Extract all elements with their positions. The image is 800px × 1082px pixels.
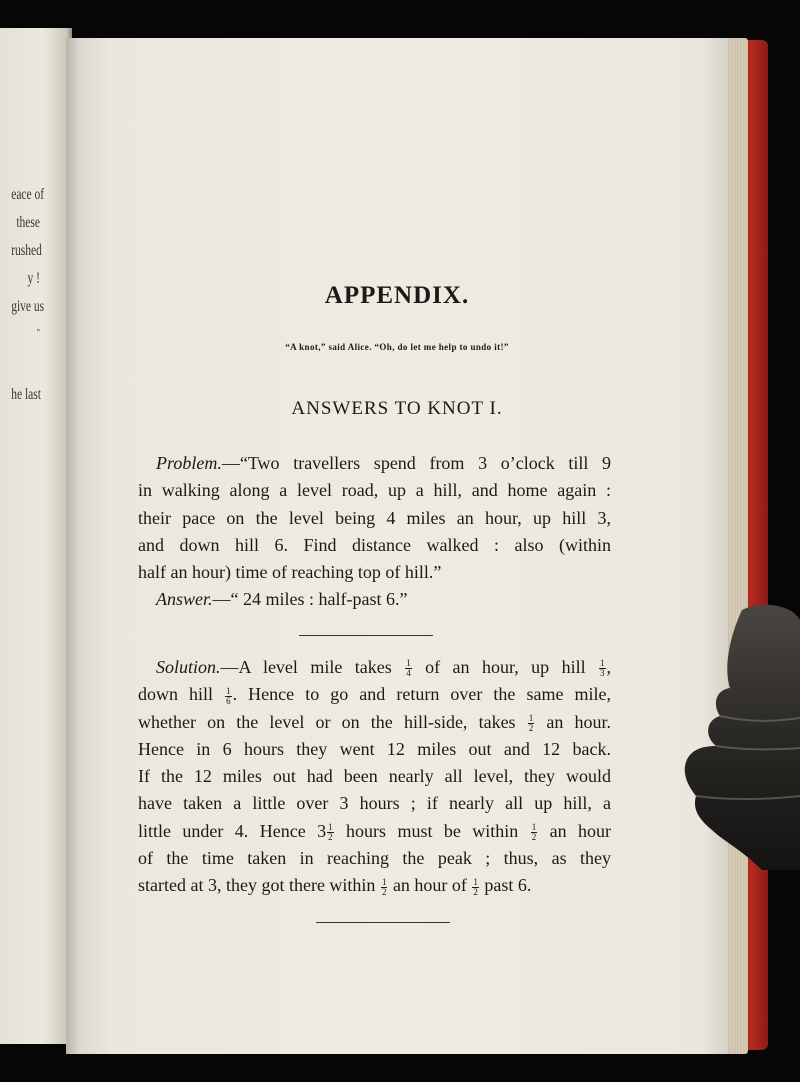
text-line: Solution.—A level mile takes $\frac{1}{4}$ of an hour, up hill $\frac{1}{3}$ ,: [156, 657, 612, 679]
left-page: [0, 28, 72, 1044]
left-page-line: he last: [11, 386, 41, 403]
fraction: $\frac{1}{6}$: [226, 685, 231, 706]
answer-label: Answer.: [156, 589, 213, 610]
text-line: of the time taken in reaching the peak ; thus, as they: [138, 848, 611, 869]
text-line: [138, 450, 611, 477]
text-line: half an hour) time of reaching top of hill.”: [138, 562, 442, 583]
left-page-line: ”: [36, 328, 40, 339]
fraction: $\frac{1}{2}$: [531, 822, 537, 843]
solution-paragraph: [138, 654, 611, 900]
left-page-line: eace of: [11, 186, 45, 203]
section-divider: [316, 922, 450, 923]
text-line: little under 4. Hence 3 $\frac{1}{2}$ hours must be within $\frac{1}{2}$ an hour: [138, 820, 612, 843]
problem-paragraph: [138, 450, 611, 614]
section-divider: [299, 635, 433, 636]
left-page-line: these: [16, 214, 40, 231]
fraction: $\frac{1}{2}$: [381, 876, 387, 897]
left-page-line: give us: [11, 298, 45, 315]
gloved-hand: [682, 600, 800, 870]
left-page-line: rushed: [11, 242, 42, 259]
problem-label: Problem.: [156, 453, 222, 473]
text-line: [138, 586, 611, 613]
text-line: have taken a little over 3 hours ; if nearly all up hill, a: [138, 793, 611, 814]
fraction: $\frac{1}{2}$: [328, 822, 333, 843]
text-line: down hill $\frac{1}{6}$ . Hence to go and return over the same mile,: [138, 684, 611, 706]
text-line: in walking along a level road, up a hill, and home again :: [138, 480, 611, 501]
answer-text: —“ 24 miles : half-past 6.”: [212, 589, 408, 610]
epigraph: “A knot,” said Alice. “Oh, do let me help to undo it!”: [285, 342, 509, 352]
text-line: their pace on the level being 4 miles an hour, up hill 3,: [138, 507, 611, 528]
text-line: whether on the level or on the hill-side, takes $\frac{1}{2}$ an hour.: [138, 711, 612, 733]
text-line: started at 3, they got there within $\frac{1}{2}$ an hour of $\frac{1}{2}$ past 6.: [138, 875, 532, 897]
fraction: $\frac{1}{2}$: [528, 712, 534, 733]
text-line: Hence in 6 hours they went 12 miles out and 12 back.: [138, 738, 611, 759]
right-page: [66, 38, 728, 1054]
problem-text: —“Two travellers spend from 3 o’clock till 9: [221, 453, 611, 473]
page-title: APPENDIX.: [324, 282, 470, 309]
fraction: $\frac{1}{4}$: [406, 658, 411, 679]
left-page-line: y !: [27, 270, 40, 287]
fraction: $\frac{1}{3}$: [600, 658, 605, 679]
text-line: If the 12 miles out had been nearly all level, they would: [138, 766, 611, 787]
section-title: ANSWERS TO KNOT I.: [291, 398, 503, 419]
solution-label: Solution.: [156, 657, 221, 677]
text-line: and down hill 6. Find distance walked : also (within: [138, 534, 611, 555]
fraction: $\frac{1}{2}$: [473, 876, 478, 897]
